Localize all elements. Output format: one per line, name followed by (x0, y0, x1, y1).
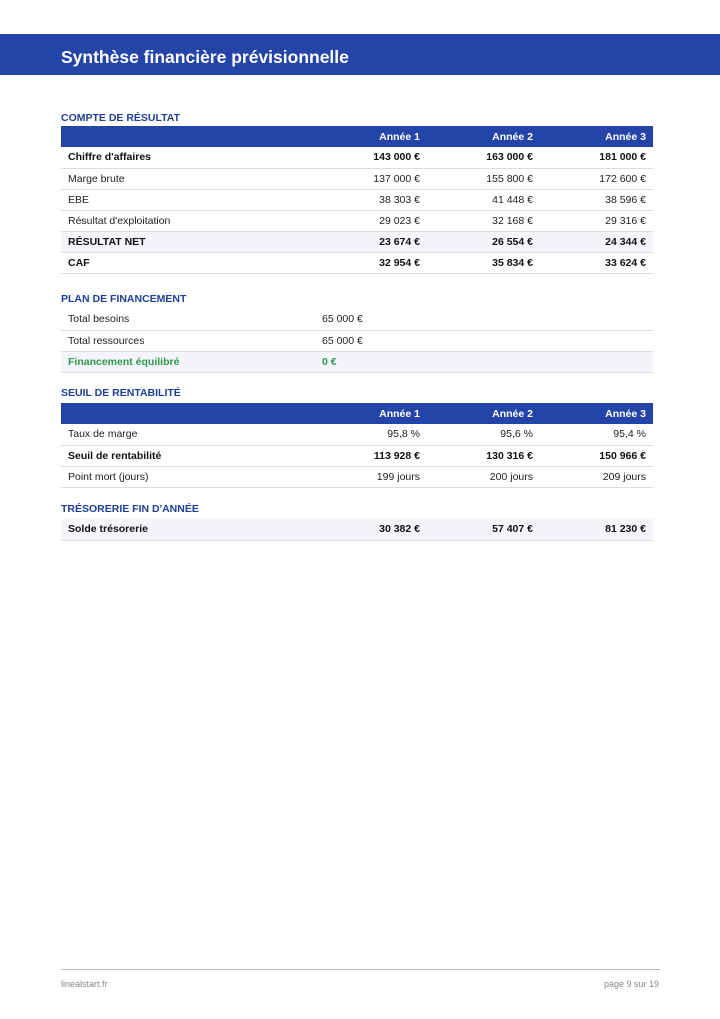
value-year-2: 155 800 € (427, 168, 540, 189)
value-year-2: 41 448 € (427, 189, 540, 210)
plan-de-financement-table (61, 309, 653, 373)
value-year-1: 23 674 € (314, 231, 427, 252)
value-year-3: 81 230 € (540, 519, 653, 540)
value-year-3: 24 344 € (540, 231, 653, 252)
row-label: RÉSULTAT NET (61, 231, 314, 252)
section-title-compte-de-resultat: COMPTE DE RÉSULTAT (61, 112, 180, 124)
value-year-2: 32 168 € (427, 210, 540, 231)
value-year-2: 130 316 € (427, 445, 540, 466)
section-title-plan-de-financement: PLAN DE FINANCEMENT (61, 293, 187, 305)
value-year-1: 113 928 € (314, 445, 427, 466)
value-year-2: 57 407 € (427, 519, 540, 540)
table-row-point-mort (61, 466, 653, 487)
table-row-ebe (61, 189, 653, 210)
footer-page-number: page 9 sur 19 (603, 979, 659, 989)
row-label: Point mort (jours) (61, 466, 314, 487)
value-year-3: 95,4 % (540, 424, 653, 445)
table-row-resultat-net (61, 231, 653, 252)
seuil-de-rentabilite-table (61, 403, 653, 488)
table-row-total-ressources (61, 330, 653, 351)
header-year-1: Année 1 (314, 126, 427, 147)
value-year-1: 30 382 € (314, 519, 427, 540)
page-title: Synthèse financière prévisionnelle (61, 47, 349, 67)
table-row-caf (61, 252, 653, 273)
row-value: 65 000 € (315, 309, 653, 330)
table-row-financement-equilibre (61, 351, 653, 372)
footer-site: linealstart.fr (61, 979, 108, 989)
header-year-3: Année 3 (540, 403, 653, 424)
value-year-1: 199 jours (314, 466, 427, 487)
value-year-2: 26 554 € (427, 231, 540, 252)
value-year-1: 143 000 € (314, 147, 427, 168)
row-label: Total ressources (61, 330, 315, 351)
header-year-2: Année 2 (427, 403, 540, 424)
value-year-3: 150 966 € (540, 445, 653, 466)
table-header-row (61, 126, 653, 147)
tresorerie-table (61, 519, 653, 541)
value-year-3: 38 596 € (540, 189, 653, 210)
row-label: Seuil de rentabilité (61, 445, 314, 466)
value-year-3: 33 624 € (540, 252, 653, 273)
value-year-2: 163 000 € (427, 147, 540, 168)
table-row-marge-brute (61, 168, 653, 189)
row-label: EBE (61, 189, 314, 210)
table-row-solde-tresorerie (61, 519, 653, 540)
value-year-1: 29 023 € (314, 210, 427, 231)
value-year-2: 95,6 % (427, 424, 540, 445)
header-year-2: Année 2 (427, 126, 540, 147)
value-year-3: 181 000 € (540, 147, 653, 168)
value-year-2: 35 834 € (427, 252, 540, 273)
header-year-1: Année 1 (314, 403, 427, 424)
header-label-cell (61, 126, 314, 147)
header-year-3: Année 3 (540, 126, 653, 147)
value-year-3: 29 316 € (540, 210, 653, 231)
section-title-tresorerie: TRÉSORERIE FIN D'ANNÉE (61, 503, 199, 515)
row-label: Taux de marge (61, 424, 314, 445)
row-value: 65 000 € (315, 330, 653, 351)
row-value: 0 € (315, 351, 653, 372)
compte-de-resultat-table (61, 126, 653, 274)
page-header (0, 34, 720, 75)
row-label: Chiffre d'affaires (61, 147, 314, 168)
footer-divider (61, 969, 660, 970)
table-row-resultat-exploitation (61, 210, 653, 231)
table-row-total-besoins (61, 309, 653, 330)
value-year-1: 137 000 € (314, 168, 427, 189)
row-label: Solde trésorerie (61, 519, 314, 540)
value-year-1: 38 303 € (314, 189, 427, 210)
value-year-3: 172 600 € (540, 168, 653, 189)
value-year-1: 32 954 € (314, 252, 427, 273)
row-label: Marge brute (61, 168, 314, 189)
value-year-3: 209 jours (540, 466, 653, 487)
value-year-1: 95,8 % (314, 424, 427, 445)
row-label: Résultat d'exploitation (61, 210, 314, 231)
row-label: Financement équilibré (61, 351, 315, 372)
table-row-taux-de-marge (61, 424, 653, 445)
table-row-seuil-de-rentabilite (61, 445, 653, 466)
header-label-cell (61, 403, 314, 424)
table-row-chiffre-affaires (61, 147, 653, 168)
row-label: Total besoins (61, 309, 315, 330)
row-label: CAF (61, 252, 314, 273)
section-title-seuil-de-rentabilite: SEUIL DE RENTABILITÉ (61, 387, 181, 399)
table-header-row (61, 403, 653, 424)
value-year-2: 200 jours (427, 466, 540, 487)
